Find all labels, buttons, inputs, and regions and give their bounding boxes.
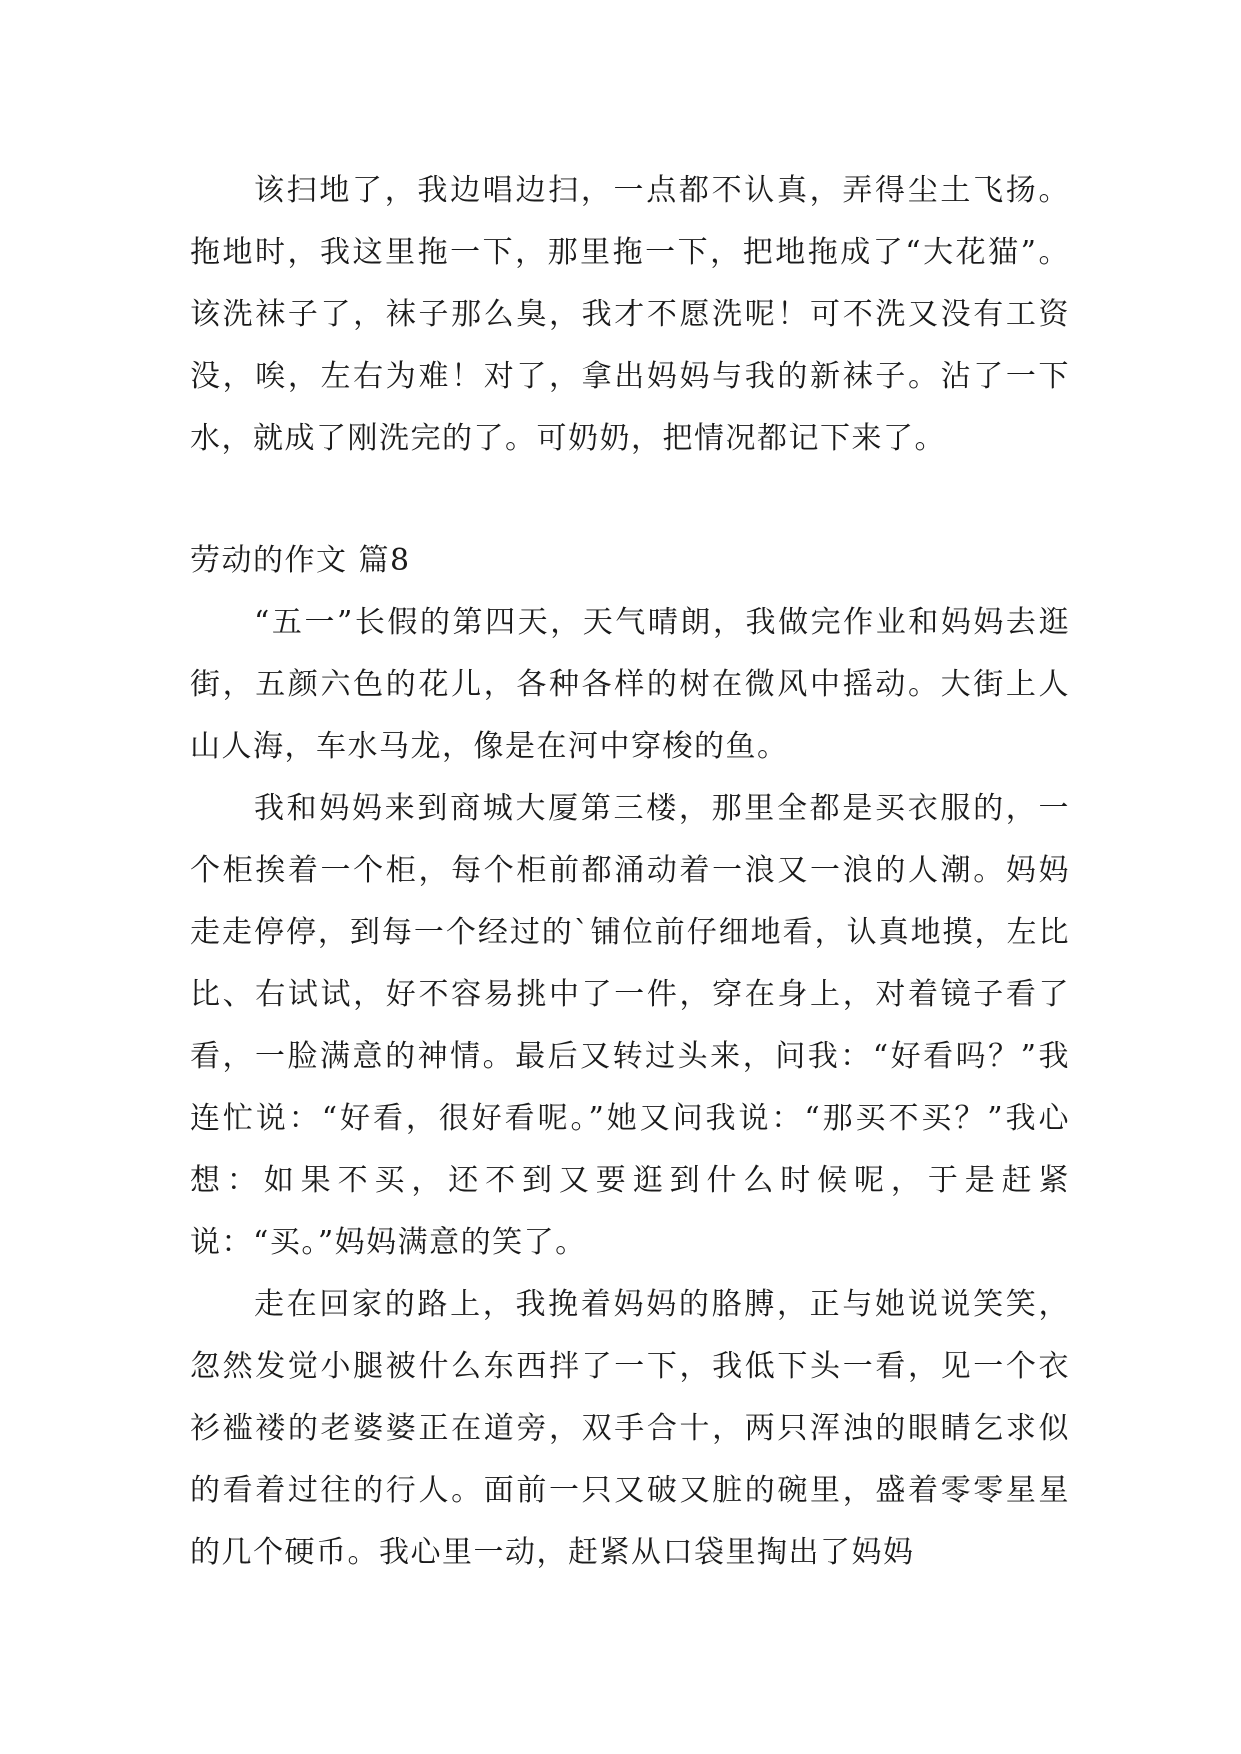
paragraph-prev-1: 该扫地了，我边唱边扫，一点都不认真，弄得尘土飞扬。拖地时，我这里拖一下，那里拖一下，把地拖成了“大花猫”。该洗袜子了，袜子那么臭，我才不愿洗呢！可不洗又没有工资没，唉，左右为难！对了，拿出妈妈与我的新袜子。沾了一下水，就成了刚洗完的了。可奶奶，把情况都记下来了。 bbox=[190, 173, 1070, 456]
section-heading: 劳动的作文 篇8 bbox=[190, 543, 411, 578]
document-body bbox=[190, 160, 1070, 1584]
paragraph-3: 走在回家的路上，我挽着妈妈的胳膊，正与她说说笑笑，忽然发觉小腿被什么东西拌了一下，我低下头一看，见一个衣衫褴褛的老婆婆正在道旁，双手合十，两只浑浊的眼睛乞求似的看着过往的行人。面前一只又破又脏的碗里，盛着零零星星的几个硬币。我心里一动，赶紧从口袋里掏出了妈妈 bbox=[190, 1287, 1070, 1570]
paragraph-1: “五一”长假的第四天，天气晴朗，我做完作业和妈妈去逛街，五颜六色的花儿，各种各样的树在微风中摇动。大街上人山人海，车水马龙，像是在河中穿梭的鱼。 bbox=[190, 605, 1070, 764]
paragraph-2: 我和妈妈来到商城大厦第三楼，那里全都是买衣服的，一个柜挨着一个柜，每个柜前都涌动着一浪又一浪的人潮。妈妈走走停停，到每一个经过的`铺位前仔细地看，认真地摸，左比比、右试试，好不容易挑中了一件，穿在身上，对着镜子看了看，一脸满意的神情。最后又转过头来，问我：“好看吗？”我连忙说：“好看，很好看呢。”她又问我说：“那买不买？”我心想：如果不买，还不到又要逛到什么时候呢，于是赶紧说：“买。”妈妈满意的笑了。 bbox=[190, 791, 1070, 1260]
